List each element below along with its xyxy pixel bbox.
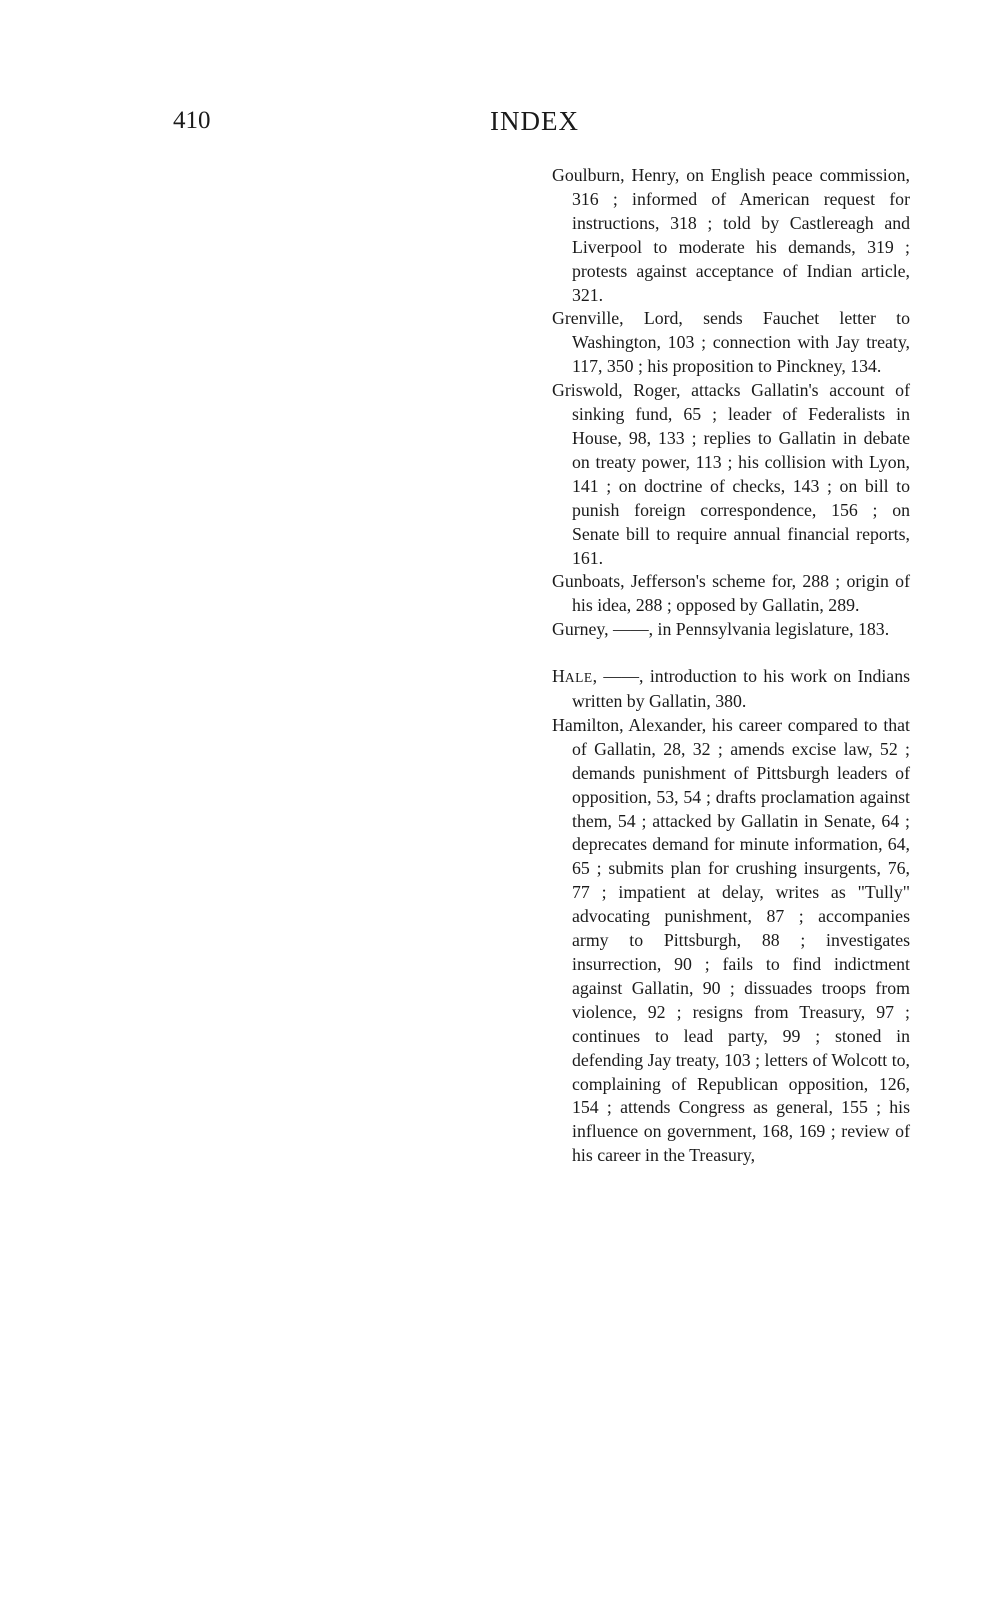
entry-text: introduction to his work on Indians written by Gallatin, 380. — [572, 666, 910, 712]
entry-heading: Hamilton, Alexander, — [552, 714, 707, 735]
index-column — [552, 164, 910, 1168]
index-entry-hamilton — [552, 714, 910, 1168]
entry-heading-tail: , ——, — [592, 666, 644, 687]
page-title: INDEX — [490, 106, 579, 136]
entry-text: his career compared to that of Gallatin, 28, 32 ; amends excise law, 52 ; demands punishment of Pittsburgh leaders of opposition, 53, 54 ; drafts proclamation against them, 54 ; attacked by Gallatin in Senate, 64 ; deprecates demand for minute information, 64, 65 ; submits plan for crushing insurgents, 76, 77 ; impatient at delay, writes as "Tully" advocating punishment, 87 ; accompanies army to Pittsburgh, 88 ; investigates insurrection, 90 ; fails to find indictment against Gallatin, 90 ; dissuades troops from violence, 92 ; resigns from Treasury, 97 ; continues to lead party, 99 ; stoned in defending Jay treaty, 103 ; letters of Wolcott to, complaining of Republican opposition, 126, 154 ; attends Congress as general, 155 ; his influence on government, 168, 169 ; review of his career in the Treasury, — [572, 714, 910, 1166]
entry-heading — [552, 666, 643, 686]
entry-heading: Goulburn, Henry, — [552, 165, 680, 185]
letter-section-divider — [552, 642, 910, 665]
entry-heading: Gunboats, — [552, 571, 625, 592]
entry-heading-initial: H — [552, 666, 565, 687]
index-entry-goulburn — [552, 164, 910, 307]
entry-heading: Grenville, Lord, — [552, 308, 683, 329]
entry-text: sends Fauchet letter to Washington, 103 ; connection with Jay treaty, 117, 350 ; his proposition to Pinckney, 134. — [572, 308, 910, 377]
index-entry-griswold — [552, 379, 910, 570]
entry-heading-smallcaps: ALE — [564, 670, 593, 686]
entry-heading: Gurney, ——, — [552, 619, 654, 640]
entry-heading: Griswold, Roger, — [552, 380, 681, 401]
entry-text: attacks Gallatin's account of sinking fund, 65 ; leader of Federalists in House, 98, 133 ; replies to Gallatin in debate on treaty power, 113 ; his collision with Lyon, 141 ; on doctrine of checks, 143 ; on bill to punish foreign correspondence, 156 ; on Senate bill to require annual financial reports, 161. — [572, 380, 910, 568]
index-entry-grenville — [552, 307, 910, 379]
index-entry-gunboats — [552, 570, 910, 618]
entry-text: in Pennsylvania legislature, 183. — [657, 619, 890, 640]
entry-text: on English peace commission, 316 ; informed of American request for instructions, 318 ; told by Castlereagh and Liverpool to moderate his demands, 319 ; protests against acceptance of Indian article, 321. — [572, 165, 910, 305]
index-entry-hale — [552, 665, 910, 714]
index-entry-gurney — [552, 618, 910, 642]
entry-text: Jefferson's scheme for, 288 ; origin of his idea, 288 ; opposed by Gallatin, 289. — [572, 571, 910, 616]
page-number: 410 — [173, 107, 211, 134]
